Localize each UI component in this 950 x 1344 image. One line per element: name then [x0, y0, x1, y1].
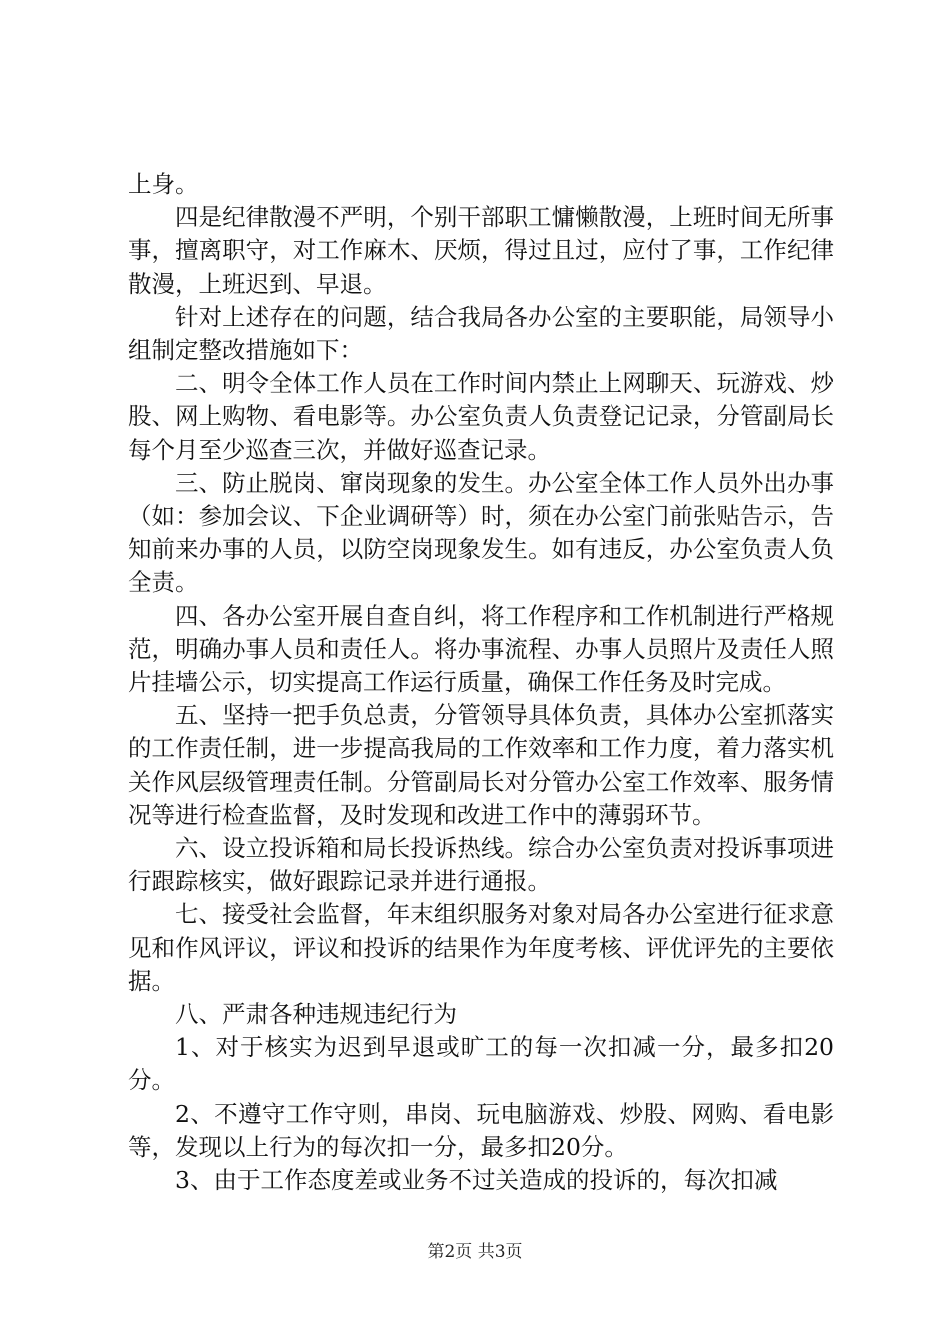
paragraph: 八、严肃各种违规违纪行为 — [175, 1000, 457, 1029]
page-number-footer: 第2页 共3页 — [427, 1242, 523, 1262]
paragraph: 2、不遵守工作守则，串岗、玩电脑游戏、炒股、网购、看电影等，发现以上行为的每次扣一分，最多扣20分。 — [128, 1099, 834, 1161]
paragraph: 四、各办公室开展自查自纠，将工作程序和工作机制进行严格规范，明确办事人员和责任人。将办事流程、办事人员照片及责任人照片挂墙公示，切实提高工作运行质量，确保工作任务及时完成。 — [128, 601, 834, 697]
document-body — [128, 168, 834, 1197]
paragraph: 五、坚持一把手负总责，分管领导具体负责，具体办公室抓落实的工作责任制，进一步提高我局的工作效率和工作力度，着力落实机关作风层级管理责任制。分管副局长对分管办公室工作效率、服务情况等进行检查监督，及时发现和改进工作中的薄弱环节。 — [128, 701, 834, 829]
paragraph: 3、由于工作态度差或业务不过关造成的投诉的，每次扣减 — [175, 1166, 778, 1195]
paragraph: 上身。 — [128, 170, 199, 198]
paragraph: 七、接受社会监督，年末组织服务对象对局各办公室进行征求意见和作风评议，评议和投诉的结果作为年度考核、评优评先的主要依据。 — [128, 900, 834, 995]
paragraph: 二、明令全体工作人员在工作时间内禁止上网聊天、玩游戏、炒股、网上购物、看电影等。办公室负责人负责登记记录，分管副局长每个月至少巡查三次，并做好巡查记录。 — [128, 369, 834, 464]
paragraph: 针对上述存在的问题，结合我局各办公室的主要职能，局领导小组制定整改措施如下： — [128, 302, 834, 365]
paragraph: 三、防止脱岗、窜岗现象的发生。办公室全体工作人员外出办事（如：参加会议、下企业调研等）时，须在办公室门前张贴告示，告知前来办事的人员，以防空岗现象发生。如有违反，办公室负责人负全责。 — [128, 468, 834, 597]
paragraph: 四是纪律散漫不严明，个别干部职工慵懒散漫，上班时间无所事事，擅离职守，对工作麻木、厌烦，得过且过，应付了事，工作纪律散漫，上班迟到、早退。 — [128, 203, 834, 298]
paragraph: 六、设立投诉箱和局长投诉热线。综合办公室负责对投诉事项进行跟踪核实，做好跟踪记录并进行通报。 — [128, 834, 834, 896]
paragraph: 1、对于核实为迟到早退或旷工的每一次扣减一分，最多扣20分。 — [128, 1033, 834, 1095]
